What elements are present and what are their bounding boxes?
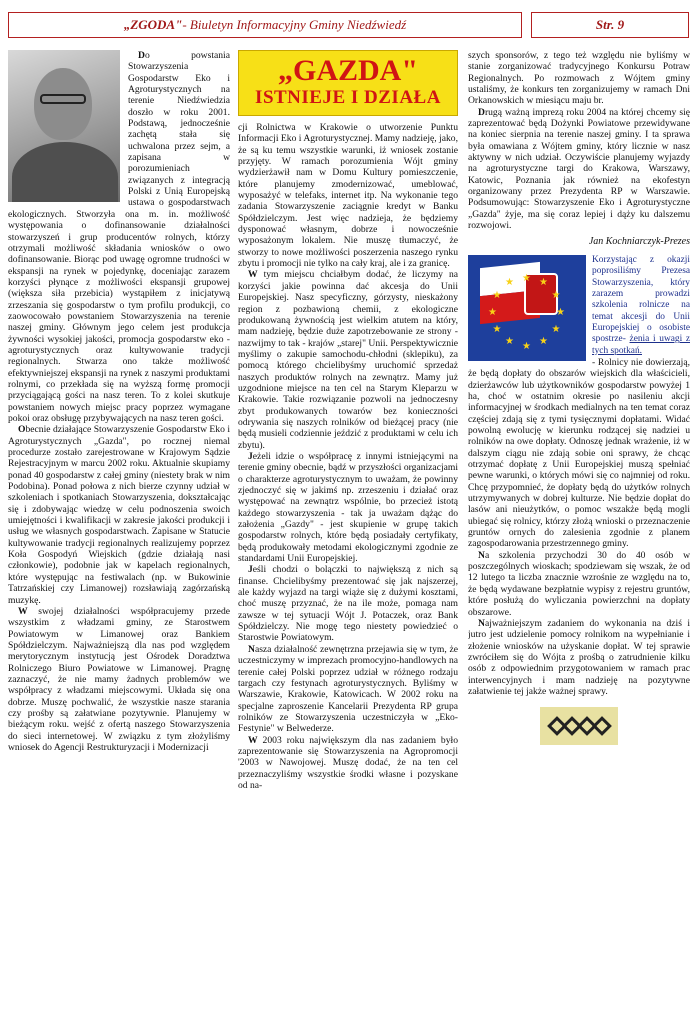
gazda-logo-icon	[540, 707, 618, 745]
paragraph-initial: N	[478, 617, 485, 629]
paragraph-initial: J	[248, 450, 253, 462]
figure-caption-tail: żenia i uwagi z tych spotkań.	[592, 334, 690, 356]
paragraph	[238, 451, 458, 564]
paragraph-text: ajważniejszym zadaniem do wykonania na dziś i jutro jest udzielenie pomocy rolnikom na wypełnianie i złożenie wniosków na użyskanie dopłat. W tej sprawie zwróciłem się do Wójta z prośbą o zatrudnienie kilku osób z odpowiednim przygotowaniem w ramach prac interwencyjnych i mam nadzieję na pozytywne załatwienie tej jakże ważnej sprawy.	[468, 617, 690, 697]
paragraph-text: swojej działalności współpracujemy przede wszystkim z władzami gminy, ze Starostwem Powiatowym w Limanowej oraz Bankiem Spółdzielczym. Najważniejszą dla nas pod względem merytorycznym instytucją jest Ośrodek Doradztwa Rolniczego Biuro Powiatowe w Limanowej. Pragnę zaznaczyć, że nie mamy żadnych problemów we współpracy z władzami miejscowymi. Układa się ona dobrze. Muszę pochwalić, że wszystkie nasze starania czy prośby są załatwiane pozytywnie. Planujemy w bieżącym roku. wejść z ofertą naszego Stowarzyszenia do sieci internetowej. W związku z tym złożyliśmy wniosek do Agencji Restrukturyzacji i Modernizacji	[8, 605, 230, 753]
paragraph-initial: D	[138, 50, 145, 61]
header-title	[8, 12, 522, 38]
paragraph	[468, 357, 690, 550]
paragraph	[8, 424, 230, 606]
paragraph	[238, 122, 458, 269]
paragraph	[468, 550, 690, 618]
column-3-text-top	[468, 50, 690, 232]
star-icon: ★	[492, 323, 502, 335]
paragraph-text: tym miejscu chciałbym dodać, że liczymy na korzyści jakie powinna dać akcesja do Unii Europejskiej. Nasz specyficzny, górzysty, nieskażony region z pozbawioną chemii, z ekologiczne produkowaną żywnością jest wielkim atutem na który, mam nadzieję, będzie duże zapotrzebowanie ze strony - nazwijmy to tak - krajów „starej" Unii. Perspektywicznie myślimy o zakupie samochodu-chłodni (sklepiku), za pomocą którego chcielibyśmy uruchomić sprzedaż naszych produktów rolnych na zewnątrz. Mamy już uzgodnione miejsce na ten cel na Starym Kleparzu w Krakowie. Takie rozwiązanie pozwoli na jednoczesny zbyt produkowanych towarów bez konieczności odrywania się naszych rolników od bieżącej pracy (nie będą musieli codziennie jeździć z produktami w celu ich zbytu).	[238, 269, 458, 451]
star-icon: ★	[551, 323, 561, 335]
column-3-text-bottom	[468, 357, 690, 697]
paragraph-text: 2003 roku największym dla nas zadaniem było zaprezentowanie się Stowarzyszenia na Agropromocji '2003 w Nawojowej. Muszę dodać, że na ten cel przeznaczyliśmy wszystkie środki własne i pozyskane od na-	[238, 734, 458, 791]
paragraph-text: rugą ważną imprezą roku 2004 na której chcemy się zaprezentować będą Dożynki Powiatowe przewidywane na koniec sierpnia na terenie naszej gminy. I ta sprawa była omawiana z Wójtem gminy, który licznie w nasz aktywny w nich udział. Oczywiście planujemy wyjazdy na agroturystyczne targi do Krakowa, Warszawy, Katowic, Poznania jak również na ekofestyn organizowany przez Prezydenta RP w Warszawie. Podsumowując: Stowarzyszenie Eko i Agroturystyczne „Gazda" żyje, ma się coraz lepiej i dąży ku dalszemu rozwojowi.	[468, 106, 690, 232]
star-icon: ★	[492, 289, 502, 301]
paragraph-text: cji Rolnictwa w Krakowie o utworzenie Punktu Informacji Eko i Agroturystycznej. Mamy nadzieję, jako, że są ku temu wszystkie warunki, iż wniosek zostanie przyjęty. W ramach porozumienia Wójt gminy wydzierżawił nam w Domu Kultury pomieszczenie, które planujemy zmodernizować, umeblować, wyposażyć w telefaks, internet itp. Na wykonanie tego zadania Stowarzyszenie zaciągnie kredyt w Banku Spółdzielczym. Jest więc nadzieja, że będziemy dysponować własnym, dobrze i nowocześnie wyposażonym lokalem. Nie muszę tłumaczyć, że stworzy to nowe możliwości poszerzenia naszego rynku zbytu i promocji nie tylko na cały kraj, ale i za granicę.	[238, 122, 458, 270]
paragraph-initial: N	[248, 643, 255, 655]
paragraph-initial: D	[478, 106, 485, 118]
star-icon: ★	[505, 336, 514, 348]
star-icon: ★	[505, 277, 514, 289]
paragraph	[468, 107, 690, 232]
header-subtitle: - Biuletyn Informacyjny Gminy Niedźwiedź	[182, 17, 407, 32]
star-icon: ★	[522, 340, 531, 352]
star-icon: ★	[539, 277, 548, 289]
paragraph-initial: W	[248, 734, 258, 746]
paragraph-text: - Rolnicy nie dowierzają, że będą dopłaty do obszarów wiejskich dla właścicieli, dzierżawców lub użytkowników gospodarstw powyżej 1 ha, choć w ostatnim okresie po nasileniu akcji informacyjnej w środkach medialnych na ten temat coraz częściej zdają się z tymi tysięcznymi dopłatami. Widać powolną ewolucję w kierunku rodzącej się nadziei u rolników na owe dopłaty. Odnoszę jednak wrażenie, iż w dalszym ciągu nie zdają sobie oni sprawy, że chcąc otrzymać dopłatę z Unii Europejskiej muszą spełniać pewne warunki, o których mówi się co najmniej od roku. Chcę przypomnieć, że dopłaty będą do użytków rolnych utrzymywanych w dobrej kulturze. Nie będzie dopłat do lasów ani nieużytków, o pomoc wszakże będą mogli ubiegać się rolnicy, którzy złożą wnioski o przeznaczenie gruntów ornych do zalesienia zgodnie z planem zagospodarowania przestrzennego gminy.	[468, 356, 690, 550]
paragraph-initial: W	[248, 269, 258, 281]
star-icon: ★	[551, 289, 561, 301]
star-icon: ★	[522, 272, 531, 284]
star-icon: ★	[539, 336, 548, 348]
paragraph-initial: W	[18, 605, 28, 617]
paragraph-text: szych sponsorów, z tego też względu nie byliśmy w stanie zorganizować tradycyjnego Konkursu Potraw Regionalnych. Po rozmowach z Wójtem gminy ustaliśmy, że konkurs ten zorganizujemy w ramach Dni Orkanowskich w miesiącu maju br.	[468, 50, 690, 107]
header-brand: „ZGODA"	[123, 17, 183, 32]
star-icon: ★	[488, 306, 497, 318]
paragraph-initial: O	[18, 424, 26, 436]
column-3	[468, 50, 690, 996]
paragraph	[238, 644, 458, 735]
page-number: Str. 9	[531, 12, 689, 38]
article-title-box	[238, 50, 458, 116]
paragraph-text: becnie działające Stowarzyszenie Gospodarstw Eko i Agroturystycznych „Gazda", po rocznej niemal procedurze zostało zarejestrowane w Krajowym Sądzie Rejestracyjnym w marcu 2002 roku. Aktualnie skupiamy ponad 40 gospodarstw z całej gminy (niestety brak w nim Podobina). Ponad połowa z nich bierze czynny udział w szkoleniach i spotkaniach Stowarzyszenia, dokształcając się i zdobywając wiedzę w celu podnoszenia swoich umiejętności i kwalifikacji w zakresie jakości produkcji i usług we własnych gospodarstwach. Zapisane w Statucie kultywowanie tradycji regionalnych realizujemy poprzez Koła Gospodyń Wiejskich (gdzie działają nasi członkowie), podobnie jak w kapelach regionalnych, które występując na festiwalach (np. w Bukowinie Tatrzańskiej czy Limanowej) rozsławiają zagórzańską muzykę.	[8, 424, 230, 606]
paragraph-text: a szkolenia przychodzi 30 do 40 osób w poszczególnych wioskach; spodziewam się wszak, że od 12 lutego ta liczba znacznie wzrośnie ze względu na to, że będą wydawane bezpłatnie wypisy z rejestru gruntów, które posłużą do wyliczania powierzchni na dopłaty obszarowe.	[468, 549, 690, 618]
paragraph	[238, 564, 458, 643]
paragraph-text: o powstania Stowarzyszenia Gospodarstw Eko i Agroturystycznych na terenie Niedźwiedzia doszło w roku 2001. Podstawą, jednocześnie zachętą stała się uchwalona przez sejm, a zapisana w porozumieniach związanych z integracją Polski z Unią Europejską ustawa o gospodarstwach ekologicznych. Stworzyła ona m. in. możliwość występowania o dofinansowanie działalności stowarzyszeń i grup producentów rolnych, którzy otrzymali możliwość składania wniosków o owo dofinansowanie. Biorąc pod uwagę ogromne trudności w ekspansji na rynek w pojedynkę, doceniając zarazem korzyści płynące z możliwości ekspansji grupowej (większa siła przebicia) wystąpiłem z inicjatywą zrzeszania się gospodarstw o tym profilu produkcji, co zaowocowało powstaniem Stowarzyszenia na terenie naszej gminy. Głównym jego celem jest produkcja żywności wysokiej jakości, promocja gospodarstw eko - agroturystycznych oraz kultywowanie tradycji regionalnych. Stwarza ono także możliwość efektywniejszej ekspansji na rynek z naszymi produktami rolnymi, co przekłada się na wyższą formę promocji przyciągającą gości na nasz teren. To z kolei skutkuje powstaniem nowych miejsc pracy poprzez wymagane pokoi oraz obsługę przybywających na nasz teren gości.	[8, 50, 230, 424]
paragraph-initial: N	[478, 549, 485, 561]
paragraph	[8, 606, 230, 753]
column-1	[8, 50, 230, 996]
paragraph	[468, 50, 690, 107]
paragraph-text: eśli chodzi o bolączki to największą z nich są finanse. Chcielibyśmy prezentować się jak najszerzej, ale każdy wyjazd na targi wiąże się z dużymi kosztami, choć muszę przyznać, że na ile może, pomaga nam zawsze w tej sytuacji Wójt J. Potaczek, oraz Bank Spółdzielczy. Nie mogę tego niestety powiedzieć o Starostwie Powiatowym.	[238, 564, 458, 644]
paragraph-text: eżeli idzie o współpracę z innymi istniejącymi na terenie gminy obecnie, bądź w przyszłości organizacjami o charakterze agroturystycznym to uważam, że powinny zjednoczyć się w jakimś np. zrzeszeniu i działać oraz występować na zewnątrz wspólnie, bo przecież istotą każdego stowarzyszenia - tak ja uważam dążąc do założenia „Gazdy" - jest skupienie w grupę takich gospodarstw rolnych, które będą posiadały certyfikaty, będą produkowały metodami ekologicznymi zgodnie ze standardami Unii Europejskiej.	[238, 450, 458, 565]
column-2-text	[238, 122, 458, 791]
article-title: „GAZDA"	[278, 54, 418, 87]
figure-caption-main: Korzystając z okazji poprosiliśmy Prezesa Stowarzyszenia, który zarazem prowadzi szkolenia rolnicze na temat akcesji do Unii Europejskiej o osobiste spostrze-	[592, 254, 690, 345]
portrait-photo-icon	[8, 50, 120, 202]
column-2	[238, 50, 458, 996]
author-signature: Jan Kochniarczyk-Prezes	[588, 235, 690, 247]
paragraph	[238, 735, 458, 792]
eu-poland-flag-icon	[468, 255, 586, 361]
paragraph	[468, 618, 690, 697]
star-icon: ★	[556, 306, 565, 318]
paragraph-text: asza działalność zewnętrzna przejawia się w tym, że uczestniczymy w imprezach promocyjno-handlowych na terenie całej Polski poprzez udział w różnego rodzaju targach czy festynach agroturystycznych. Byliśmy w Warszawie, Krakowie, Katowicach. W 2002 roku na specjalne zaproszenie Kancelarii Prezydenta RP grupa rolników ze Stowarzyszenia uczestniczyła w „Eko-Festynie" w Belwederze.	[238, 643, 458, 735]
paragraph	[238, 269, 458, 451]
article-subtitle: ISTNIEJE I DZIAŁA	[255, 87, 441, 108]
paragraph-initial: J	[248, 564, 253, 576]
